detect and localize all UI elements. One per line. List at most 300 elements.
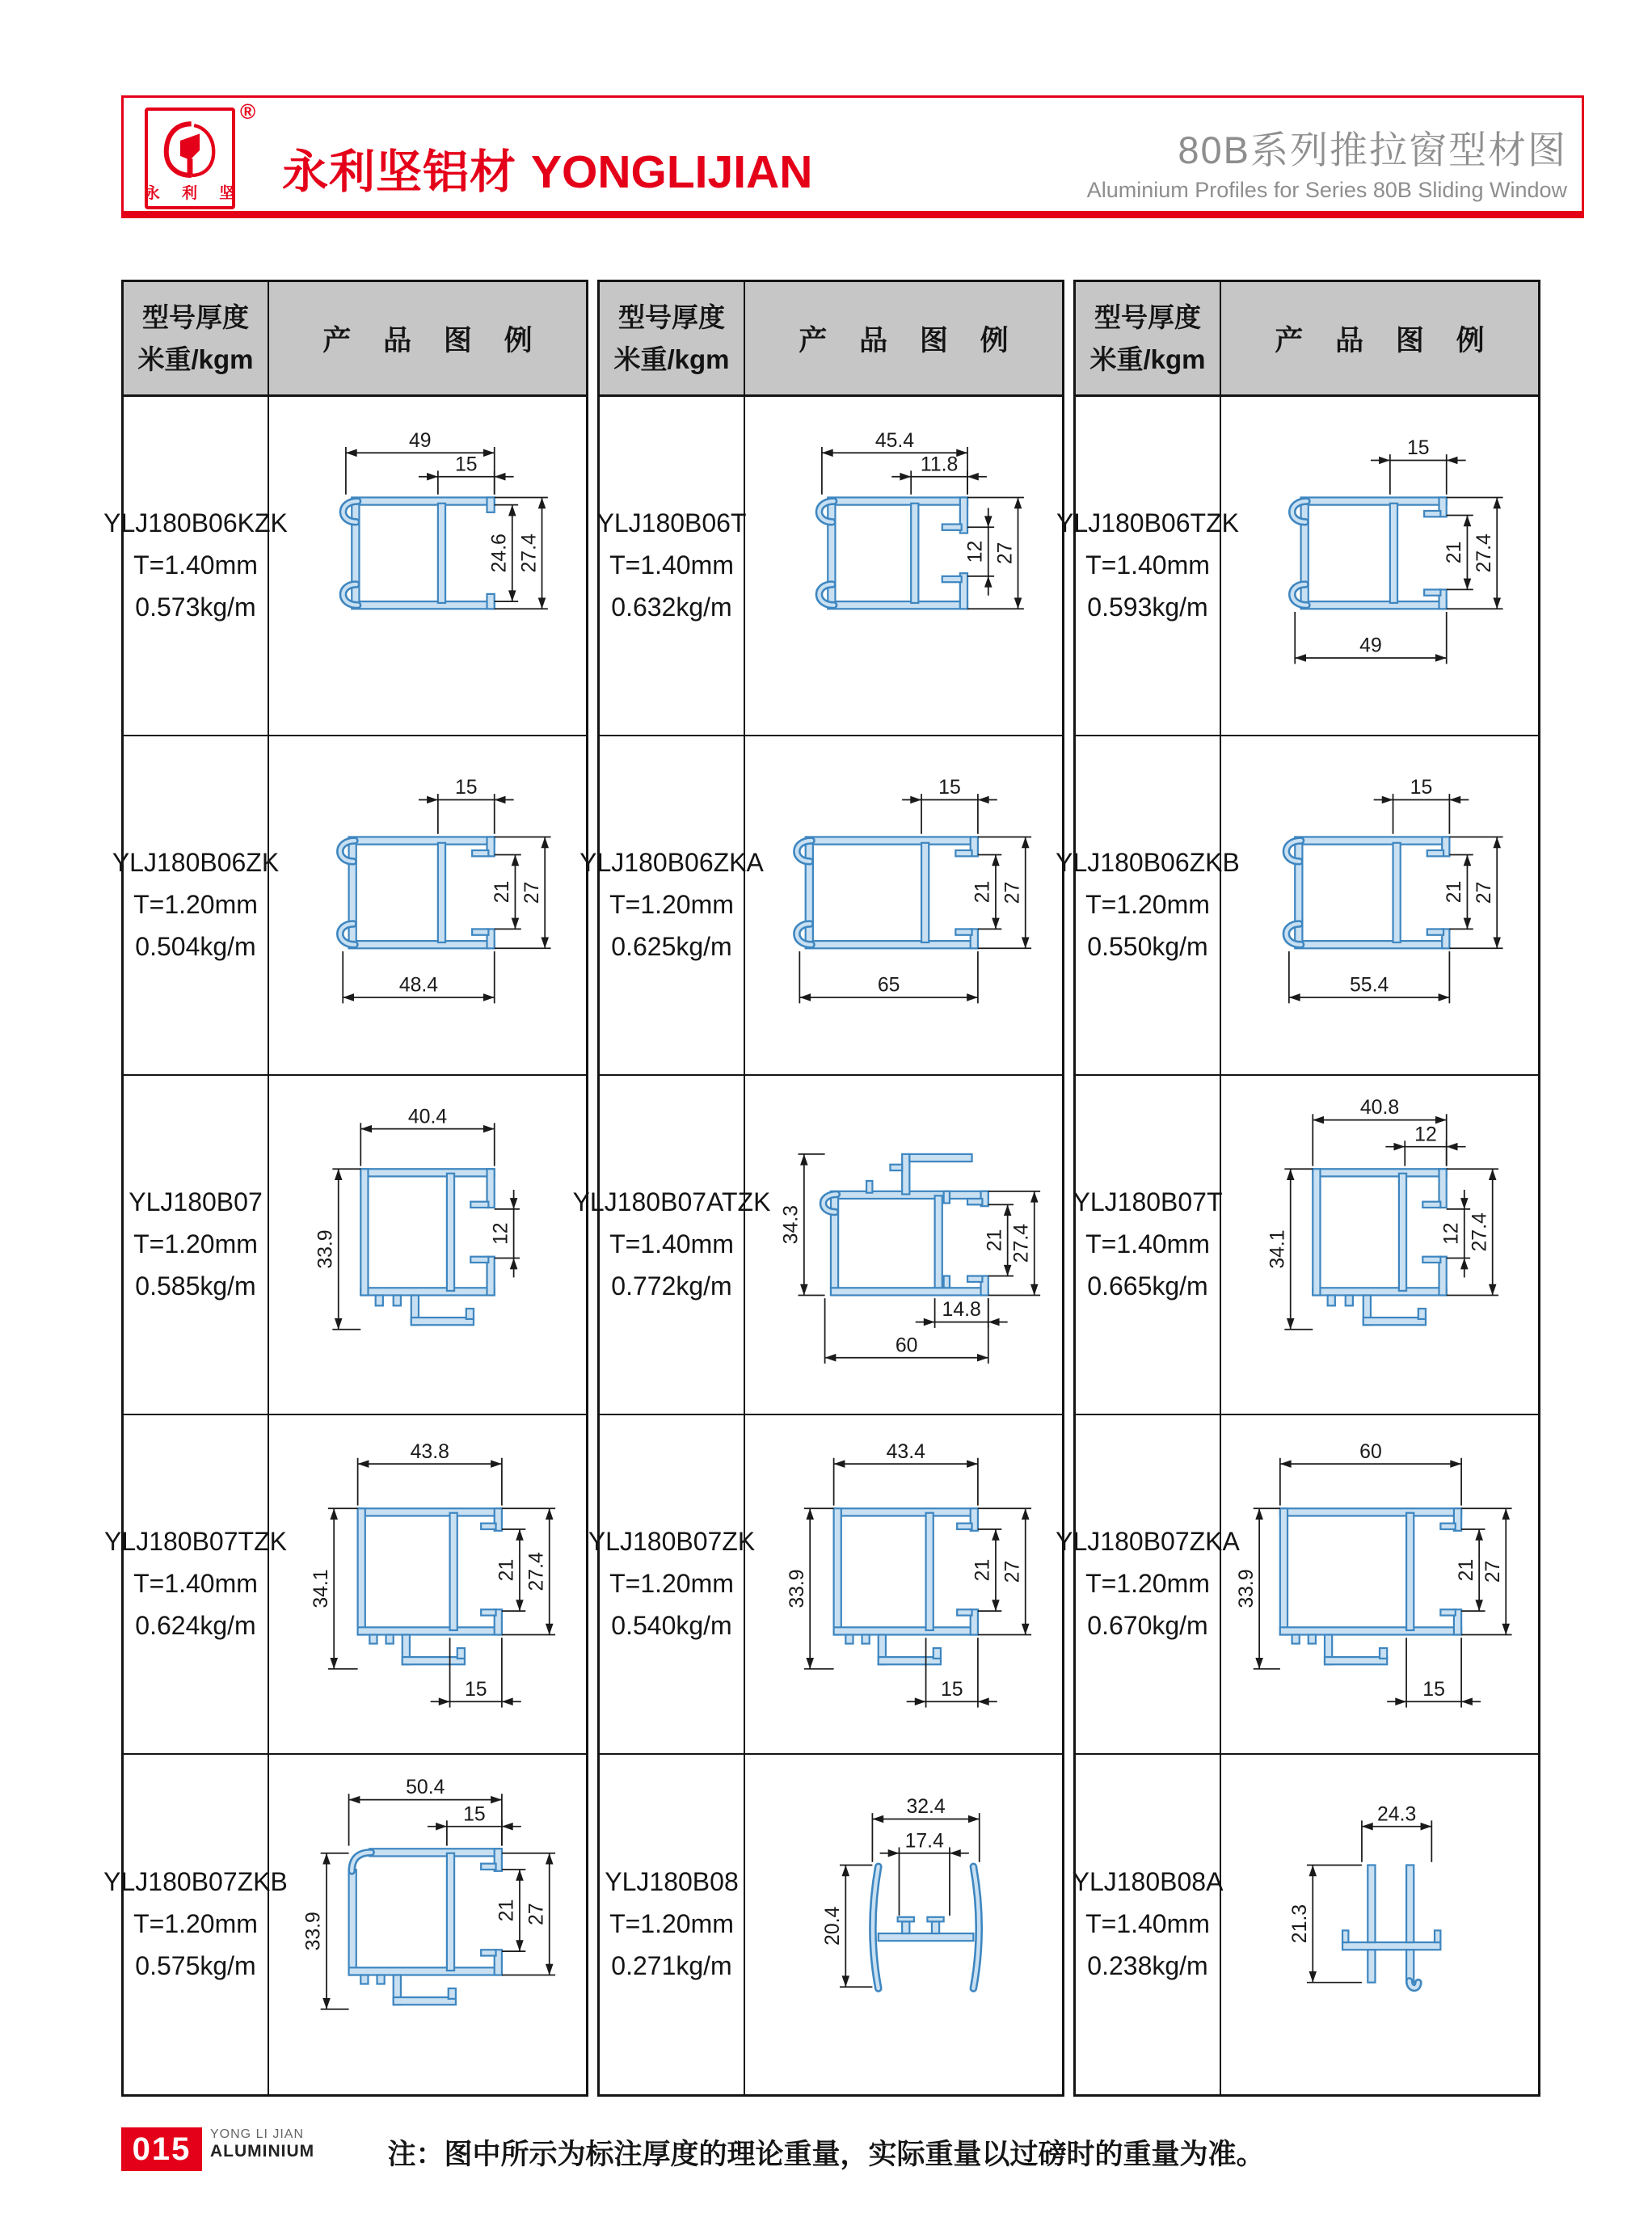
dim-arrow: [806, 1658, 814, 1669]
column-header-illustration: [269, 282, 586, 397]
dim-arrow: [1382, 796, 1393, 804]
profile-cross-section-svg: [272, 1077, 584, 1412]
product-thickness: T=1.40mm: [1085, 550, 1210, 580]
profile-cross-section-svg: [272, 738, 584, 1073]
profile-part: [438, 843, 445, 942]
dim-arrow: [546, 1853, 554, 1865]
dim-arrow: [977, 1354, 988, 1362]
dim-arrow: [915, 1697, 926, 1705]
dim-label: 60: [1359, 1440, 1382, 1463]
profile-part: [1368, 1865, 1375, 1942]
dim-arrow: [924, 1318, 935, 1326]
dim-arrow: [516, 1529, 524, 1541]
dim-label: 27: [520, 881, 543, 904]
profile-shape: [822, 1796, 980, 1988]
dim-arrow: [1309, 1971, 1317, 1983]
product-code: YLJ180B07TZK: [104, 1527, 287, 1557]
profile-part: [470, 1202, 488, 1208]
dim-arrow: [888, 1849, 900, 1857]
dim-label: 15: [1406, 437, 1430, 460]
profile-part: [1427, 929, 1443, 934]
table-group-1: [103, 280, 588, 2097]
product-weight: 0.772kg/m: [611, 1271, 732, 1301]
profile-part: [935, 1195, 942, 1288]
dim-arrow: [968, 1815, 980, 1823]
header-model-line1: 型号厚度: [142, 302, 249, 333]
profile-part: [957, 1524, 971, 1529]
profile-part: [806, 941, 978, 948]
dim-arrow: [1502, 1508, 1510, 1520]
profile-shape: [310, 1441, 555, 1708]
dim-label: 27: [1001, 1560, 1024, 1583]
dim-arrow: [1464, 855, 1472, 866]
column-header-illustration: [1221, 282, 1538, 397]
product-thickness: T=1.40mm: [133, 1569, 258, 1599]
dim-arrow: [349, 1796, 360, 1804]
dim-arrow: [516, 1870, 524, 1881]
profile-part: [942, 576, 962, 582]
profile-part: [831, 1288, 988, 1295]
dim-label: 60: [895, 1334, 918, 1357]
brand-name-en: YONGLIJIAN: [531, 146, 813, 198]
dim-label: 27.4: [518, 533, 541, 573]
profile-part: [1427, 850, 1443, 856]
dim-arrow: [1460, 1198, 1469, 1209]
profile-part: [447, 1174, 454, 1291]
dim-arrow: [512, 918, 520, 930]
dim-arrow: [978, 1697, 989, 1705]
profile-part: [1440, 1524, 1455, 1529]
profile-part: [1422, 1202, 1440, 1208]
dim-arrow: [967, 1460, 978, 1468]
header-illustration-label: 产 品 图 例: [799, 324, 1021, 356]
product-info: [124, 1076, 269, 1415]
profile-part: [1390, 504, 1397, 603]
profile-part: [879, 1657, 941, 1664]
product-weight: 0.573kg/m: [135, 592, 256, 622]
product-drawing: [269, 1076, 586, 1415]
profile-part: [1280, 1508, 1287, 1634]
dim-arrow: [1030, 1284, 1039, 1296]
dim-arrow: [1393, 1143, 1405, 1151]
product-info: [1056, 736, 1240, 1076]
product-code: YLJ180B06T: [596, 508, 747, 538]
column-header-model: [1076, 282, 1221, 397]
profile-part: [1342, 1942, 1440, 1950]
dim-arrow: [799, 993, 811, 1001]
profile-part: [1295, 941, 1449, 948]
profile-cross-section-svg: [748, 738, 1060, 1073]
dim-arrow: [1493, 497, 1501, 508]
product-weight: 0.624kg/m: [135, 1610, 256, 1640]
profile-part: [862, 1634, 870, 1643]
dim-arrow: [1004, 1265, 1012, 1276]
profile-part: [967, 1276, 982, 1282]
dim-arrow: [335, 1169, 343, 1180]
dim-arrow: [1464, 579, 1472, 590]
header-model-line2: 米重/kgm: [1089, 344, 1206, 374]
dim-arrow: [967, 473, 979, 481]
dim-arrow: [483, 993, 495, 1001]
dim-label: 24.6: [488, 533, 511, 573]
footer-brand-line1: YONG LI JIAN: [210, 2127, 305, 2141]
product-code: YLJ180B07: [129, 1187, 263, 1217]
logo-swirl-icon: [155, 120, 225, 181]
dim-label: 48.4: [398, 974, 439, 997]
product-weight: 0.550kg/m: [1087, 931, 1208, 961]
dim-arrow: [1287, 1169, 1295, 1180]
dim-arrow: [900, 473, 911, 481]
profile-part: [449, 1988, 456, 1999]
dim-arrow: [1287, 1318, 1295, 1330]
profile-part: [349, 1870, 356, 1975]
product-thickness: T=1.20mm: [609, 890, 734, 920]
dim-arrow: [988, 1318, 1000, 1326]
dim-arrow: [1475, 1600, 1483, 1611]
dim-arrow: [1475, 1529, 1483, 1541]
dim-label: 21: [491, 880, 514, 904]
profile-cross-section-svg: [272, 1757, 584, 2092]
dim-arrow: [510, 1198, 518, 1209]
dim-label: 33.9: [1235, 1569, 1258, 1608]
dim-label: 12: [964, 540, 987, 563]
dim-label: 27: [1001, 881, 1024, 904]
page-subtitle: Aluminium Profiles for Series 80B Sliding Window: [1086, 178, 1567, 202]
dim-label: 21: [971, 880, 994, 904]
profile-part: [845, 1634, 853, 1643]
profile-part: [360, 1169, 494, 1176]
profile-part: [1422, 1257, 1440, 1263]
profile-cross-section-svg: [748, 398, 1060, 733]
dim-arrow: [1255, 1508, 1263, 1520]
product-thickness: T=1.40mm: [1085, 1909, 1210, 1939]
dim-arrow: [1022, 1624, 1030, 1635]
dim-arrow: [1313, 1116, 1324, 1124]
profile-cross-section-svg: [1224, 1757, 1536, 2092]
profile-part: [1325, 1657, 1387, 1664]
profile-cross-section-svg: [1224, 1077, 1536, 1412]
product-weight: 0.625kg/m: [611, 931, 732, 961]
profile-part: [1424, 589, 1440, 595]
dim-arrow: [439, 1697, 450, 1705]
dim-label: 50.4: [406, 1777, 445, 1799]
dim-arrow: [1379, 457, 1390, 465]
dim-label: 27.4: [1473, 533, 1495, 573]
dim-label: 12: [1440, 1222, 1463, 1246]
profile-part: [394, 1295, 401, 1305]
dim-arrow: [872, 1815, 883, 1823]
product-drawing: [269, 1415, 586, 1755]
product-info: [596, 397, 747, 736]
dim-arrow: [984, 576, 992, 588]
product-weight: 0.593kg/m: [1087, 592, 1208, 622]
dim-arrow: [322, 1998, 331, 2009]
dim-arrow: [538, 497, 546, 508]
product-code: YLJ180B06KZK: [103, 508, 288, 538]
dim-arrow: [1435, 654, 1447, 662]
dim-arrow: [541, 837, 549, 848]
product-thickness: T=1.40mm: [609, 1229, 734, 1259]
profile-part: [377, 1975, 385, 1984]
profile-part: [358, 1627, 502, 1634]
profile-part: [902, 1154, 909, 1195]
dim-label: 65: [877, 974, 900, 997]
company-logo: [144, 108, 244, 209]
profile-part: [828, 601, 967, 609]
dim-label: 24.3: [1377, 1803, 1417, 1826]
product-weight: 0.575kg/m: [135, 1950, 256, 1980]
dim-arrow: [978, 796, 989, 804]
profile-shape: [1266, 1097, 1498, 1330]
dim-label: 55.4: [1350, 974, 1389, 997]
dim-arrow: [330, 1658, 338, 1669]
product-code: YLJ180B07ZKA: [1056, 1527, 1240, 1557]
profile-part: [487, 497, 495, 512]
dim-arrow: [358, 1460, 369, 1468]
dim-arrow: [495, 796, 506, 804]
profile-shape: [1286, 777, 1502, 1003]
product-thickness: T=1.20mm: [609, 1569, 734, 1599]
profile-shape: [314, 1106, 520, 1329]
dim-arrow: [1309, 1865, 1317, 1876]
page-number-badge: 015: [121, 2127, 202, 2171]
profile-part: [1393, 843, 1401, 942]
dim-label: 21: [971, 1558, 994, 1582]
header-illustration-label: 产 品 图 例: [1275, 324, 1497, 356]
profile-part: [481, 1864, 495, 1870]
product-drawing: [1221, 736, 1538, 1076]
profile-part: [927, 1917, 943, 1922]
dim-label: 21.3: [1289, 1903, 1312, 1944]
dim-label: 33.9: [786, 1569, 808, 1608]
dim-arrow: [516, 1940, 524, 1951]
dim-arrow: [1280, 1460, 1292, 1468]
profile-cross-section-svg: [272, 1417, 584, 1752]
dim-arrow: [967, 993, 978, 1001]
product-drawing: [745, 736, 1062, 1076]
product-info: [103, 1755, 288, 2094]
dim-arrow: [546, 1624, 554, 1635]
profile-part: [957, 1609, 971, 1615]
product-code: YLJ180B07ZK: [588, 1527, 756, 1557]
dim-arrow: [1493, 598, 1501, 609]
profile-part: [834, 1627, 978, 1634]
profile-part: [1292, 1634, 1300, 1643]
profile-part: [1301, 601, 1447, 609]
dim-arrow: [992, 855, 1000, 866]
profile-part: [898, 1917, 914, 1922]
footer-brand-line2: ALUMINIUM: [210, 2142, 315, 2161]
footer-note: 注：图中所示为标注厚度的理论重量，实际重量以过磅时的重量为准。: [387, 2139, 1265, 2170]
dim-arrow: [346, 449, 357, 457]
profile-part: [1313, 1288, 1446, 1295]
dim-label: 27: [525, 1903, 548, 1925]
profile-part: [470, 1257, 488, 1263]
product-drawing: [1221, 397, 1538, 736]
profile-part: [932, 1921, 939, 1933]
brand-name-cn: 永利坚铝材: [282, 146, 516, 198]
profile-part: [834, 1508, 978, 1516]
dim-label: 21: [1443, 880, 1466, 904]
product-thickness: T=1.40mm: [133, 550, 258, 580]
dim-label: 43.8: [410, 1440, 449, 1463]
profile-cross-section-svg: [748, 1077, 1060, 1412]
dim-label: 15: [463, 1803, 486, 1826]
dim-arrow: [992, 918, 1000, 930]
product-code: YLJ180B07T: [1073, 1187, 1223, 1217]
profile-part: [369, 1634, 377, 1643]
dim-arrow: [1395, 1697, 1406, 1705]
profile-part: [944, 1191, 950, 1204]
profile-part: [466, 1309, 474, 1319]
dim-arrow: [1022, 938, 1030, 949]
product-info: [104, 1415, 287, 1755]
profile-shape: [819, 430, 1023, 609]
profile-shape: [786, 1441, 1031, 1708]
product-code: YLJ180B08: [605, 1867, 739, 1897]
page-title-block: [1087, 120, 1567, 203]
dim-arrow: [910, 796, 921, 804]
product-weight: 0.504kg/m: [135, 931, 256, 961]
dim-arrow: [546, 1964, 554, 1975]
product-thickness: T=1.20mm: [609, 1909, 734, 1939]
profile-cross-section-svg: [272, 398, 584, 733]
dim-arrow: [984, 516, 992, 527]
dim-arrow: [483, 1125, 495, 1133]
profile-part: [921, 843, 929, 942]
profile-shape: [343, 430, 547, 609]
profile-part: [1406, 1865, 1414, 1942]
dim-label: 21: [1443, 541, 1466, 564]
dim-label: 49: [1359, 634, 1382, 657]
product-drawing: [269, 1755, 586, 2094]
product-info: [588, 1415, 756, 1755]
profile-part: [358, 1508, 365, 1634]
dim-label: 20.4: [822, 1906, 845, 1946]
profile-part: [828, 497, 967, 504]
dim-arrow: [427, 796, 438, 804]
product-weight: 0.670kg/m: [1087, 1610, 1208, 1640]
profile-part: [481, 1524, 495, 1529]
profile-part: [1295, 837, 1449, 844]
profile-part: [967, 1199, 982, 1204]
dim-arrow: [322, 1853, 331, 1865]
dim-label: 45.4: [874, 429, 915, 452]
profile-part: [1328, 1295, 1335, 1305]
profile-part: [376, 1295, 383, 1305]
product-code: YLJ180B08A: [1072, 1867, 1224, 1897]
profile-part: [394, 1997, 456, 2005]
dim-label: 40.4: [407, 1106, 448, 1128]
header-model-line1: 型号厚度: [618, 302, 725, 333]
product-info: [600, 1755, 745, 2094]
dim-arrow: [1489, 1169, 1497, 1180]
profile-shape: [1236, 1441, 1512, 1708]
profile-part: [352, 601, 494, 609]
dim-label: 15: [454, 777, 478, 799]
product-drawing: [745, 1076, 1062, 1415]
dim-arrow: [1447, 1143, 1458, 1151]
product-drawing: [1221, 1755, 1538, 2094]
profile-part: [1406, 1513, 1414, 1630]
dim-arrow: [950, 1849, 961, 1857]
profile-part: [472, 929, 488, 934]
dim-arrow: [1014, 598, 1022, 609]
profile-part: [349, 1967, 502, 1975]
product-thickness: T=1.20mm: [133, 890, 258, 920]
dim-arrow: [1449, 796, 1460, 804]
dim-arrow: [822, 449, 833, 457]
dim-arrow: [1464, 918, 1472, 930]
product-weight: 0.238kg/m: [1087, 1950, 1208, 1980]
profile-part: [472, 850, 488, 856]
profile-shape: [781, 1154, 1041, 1364]
brand-name: [282, 135, 812, 201]
profile-part: [349, 941, 495, 948]
dim-label: 34.1: [310, 1569, 332, 1608]
profile-cross-section-svg: [748, 1757, 1060, 2092]
product-drawing: [745, 1415, 1062, 1755]
profile-cross-section-svg: [1224, 738, 1536, 1073]
dim-arrow: [806, 1508, 814, 1520]
dim-arrow: [1022, 837, 1030, 848]
dim-arrow: [1435, 1116, 1447, 1124]
dim-arrow: [1439, 993, 1450, 1001]
dim-label: 15: [940, 1678, 963, 1701]
profile-part: [955, 850, 971, 856]
profile-part: [1313, 1169, 1320, 1295]
profile-part: [481, 1609, 495, 1615]
dim-arrow: [491, 1460, 502, 1468]
dim-arrow: [1464, 516, 1472, 527]
product-code: YLJ180B06ZKB: [1056, 848, 1240, 878]
dim-arrow: [825, 1354, 837, 1362]
dim-arrow: [1421, 1823, 1432, 1831]
profile-part: [1418, 1309, 1426, 1319]
product-code: YLJ180B06ZK: [112, 848, 280, 878]
profile-part: [360, 1288, 494, 1295]
product-info: [1073, 1076, 1223, 1415]
profile-part: [360, 1169, 368, 1295]
profile-shape: [797, 777, 1031, 1003]
footer-brand: [210, 2127, 314, 2162]
table-group-3: [1056, 280, 1540, 2097]
dim-arrow: [842, 1865, 850, 1876]
profile-part: [1424, 511, 1440, 516]
profile-part: [909, 1154, 971, 1161]
dim-arrow: [1447, 457, 1458, 465]
dim-arrow: [502, 1823, 513, 1831]
profile-part: [933, 1648, 941, 1659]
dim-label: 27: [1473, 881, 1495, 904]
product-drawing: [1221, 1415, 1538, 1755]
dim-label: 21: [495, 1899, 518, 1922]
profile-part: [1399, 1174, 1406, 1291]
dim-label: 43.4: [886, 1440, 925, 1463]
dim-arrow: [436, 1823, 447, 1831]
dim-arrow: [1022, 1508, 1030, 1520]
profile-part: [487, 594, 495, 609]
dim-label: 34.3: [780, 1205, 803, 1245]
profile-part: [369, 1849, 502, 1856]
dim-arrow: [516, 1600, 524, 1611]
product-thickness: T=1.20mm: [133, 1229, 258, 1259]
profile-part: [447, 1853, 454, 1971]
dim-arrow: [343, 993, 354, 1001]
profile-part: [360, 1975, 368, 1984]
dim-arrow: [1289, 993, 1300, 1001]
profile-part: [866, 1181, 872, 1193]
